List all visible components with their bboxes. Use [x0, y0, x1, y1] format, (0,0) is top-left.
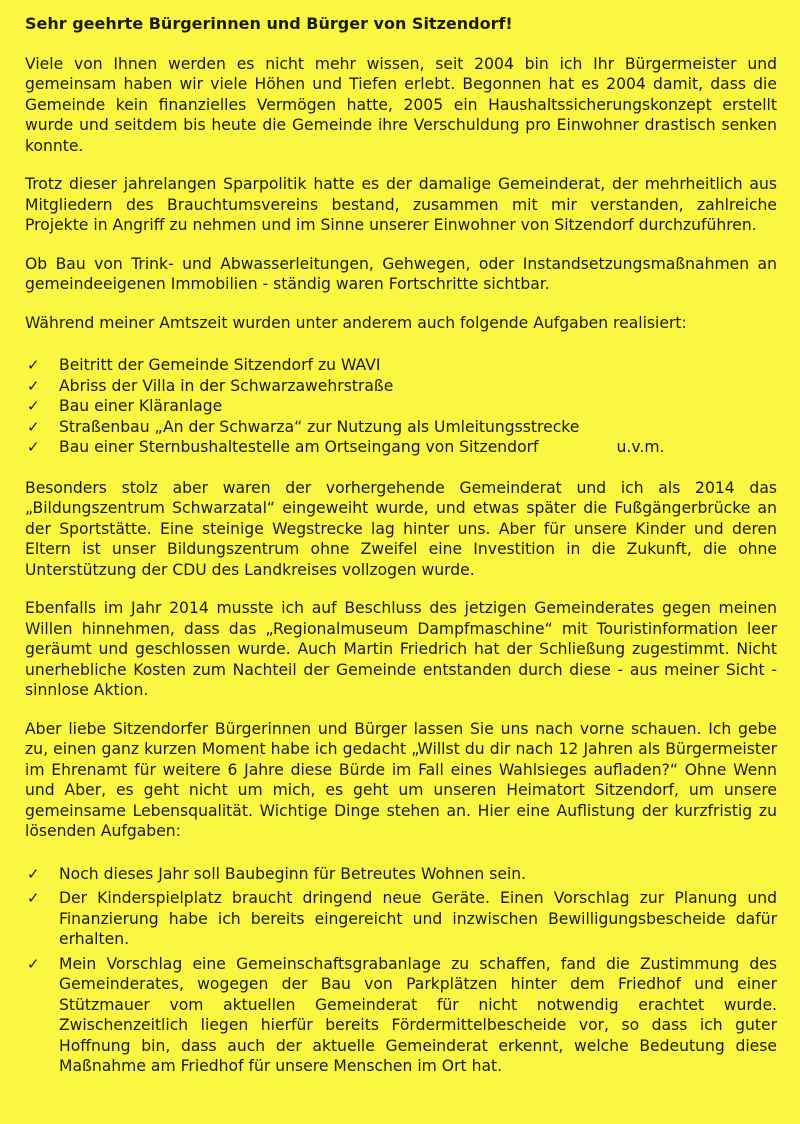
- paragraph-savings-policy: Trotz dieser jahrelangen Sparpolitik hatte es der damalige Gemeinderat, der mehrheitlich aus Mitgliedern des Brauchtumsvereins bestand, zusammen mit mir verstanden, zahlreiche Projekte in Angriff zu nehmen und im Sinne unserer Einwohner von Sitzendorf durchzuführen.: [25, 175, 777, 234]
- tasks-list: [25, 864, 777, 1077]
- list-item: ✓ Straßenbau „An der Schwarza“ zur Nutzung als Umleitungsstrecke: [27, 417, 580, 436]
- etc-abbreviation: u.v.m.: [616, 438, 665, 456]
- checkmark-icon: ✓: [27, 864, 40, 883]
- paragraph-museum-closure: Ebenfalls im Jahr 2014 musste ich auf Beschluss des jetzigen Gemeinderates gegen meinen Willen hinnehmen, dass das „Regionalmuseum Dampfmaschine“ mit Touristinformation leer geräumt und geschlossen wurde. Auch Martin Friedrich hat der Schließung zugestimmt. Nicht unerhebliche Kosten zum Nachteil der Gemeinde entstanden durch diese - aus meiner Sicht - sinnlose Aktion.: [25, 599, 777, 699]
- paragraph-history: Viele von Ihnen werden es nicht mehr wissen, seit 2004 bin ich Ihr Bürgermeister und gemeinsam haben wir viele Höhen und Tiefen erlebt. Begonnen hat es 2004 damit, dass die Gemeinde kein finanzielles Vermögen hatte, 2005 ein Haushaltssicherungskonzept erstellt wurde und seitdem bis heute die Gemeinde ihre Verschuldung pro Einwohner drastisch senken konnte.: [25, 54, 777, 155]
- list-item: ✓ Bau einer Sternbushaltestelle am Ortseingang von Sitzendorf u.v.m.: [27, 438, 665, 456]
- checkmark-icon: ✓: [27, 438, 40, 456]
- list-item: ✓ Der Kinderspielplatz braucht dringend neue Geräte. Einen Vorschlag zur Planung und Finanzierung habe ich bereits eingereicht und inzwischen Bewilligungsbescheide dafür erhalten.: [27, 889, 777, 948]
- letter-salutation: Sehr geehrte Bürgerinnen und Bürger von Sitzendorf!: [25, 14, 513, 33]
- list-item: ✓ Beitritt der Gemeinde Sitzendorf zu WAVI: [27, 356, 381, 374]
- checkmark-icon: ✓: [27, 889, 40, 907]
- checkmark-icon: ✓: [27, 356, 40, 374]
- checkmark-icon: ✓: [27, 376, 40, 395]
- checkmark-icon: ✓: [27, 417, 40, 436]
- list-item: ✓ Bau einer Kläranlage: [27, 397, 223, 415]
- paragraph-infrastructure: Ob Bau von Trink- und Abwasserleitungen, Gehwegen, oder Instandsetzungsmaßnahmen an gemeindeeigenen Immobilien - ständig waren Fortschritte sichtbar.: [25, 254, 777, 293]
- list-item: ✓ Mein Vorschlag eine Gemeinschaftsgrabanlage zu schaffen, fand die Zustimmung des Gemeinderates, wogegen der Bau von Parkplätzen hinter dem Friedhof und einer Stützmauer vom aktuellen Gemeinderat für nicht notwendig erachtet wurde. Zwischenzeitlich liegen hierfür bereits Fördermittelbescheide vor, so dass ich guter Hoffnung bin, dass auch der aktuelle Gemeinderat erkennt, welche Bedeutung diese Maßnahme am Friedhof für unsere Menschen im Ort hat.: [27, 954, 777, 1075]
- checkmark-icon: ✓: [27, 954, 40, 973]
- paragraph-achievements-intro: Während meiner Amtszeit wurden unter anderem auch folgende Aufgaben realisiert:: [25, 313, 687, 332]
- letter-page: [25, 14, 777, 1097]
- list-item: ✓ Abriss der Villa in der Schwarzawehrstraße: [27, 376, 394, 395]
- checkmark-icon: ✓: [27, 397, 40, 415]
- paragraph-education-center: Besonders stolz aber waren der vorhergehende Gemeinderat und ich als 2014 das „Bildungszentrum Schwarzatal“ eingeweiht wurde, und etwas später die Fußgängerbrücke an der Sportstätte. Eine steinige Wegstrecke lag hinter uns. Aber für unsere Kinder und deren Eltern ist unser Bildungszentrum ohne Zweifel eine Investition in die Zukunft, die ohne Unterstützung der CDU des Landkreises vollzogen wurde.: [25, 478, 777, 579]
- list-item: ✓ Noch dieses Jahr soll Baubeginn für Betreutes Wohnen sein.: [27, 864, 527, 883]
- paragraph-looking-forward: Aber liebe Sitzendorfer Bürgerinnen und Bürger lassen Sie uns nach vorne schauen. Ich gebe zu, einen ganz kurzen Moment habe ich gedacht „Willst du dir nach 12 Jahren als Bürgermeister im Ehrenamt für weitere 6 Jahre diese Bürde im Fall eines Wahlsieges aufladen?“ Ohne Wenn und Aber, es geht nicht um mich, es geht um unseren Heimatort Sitzendorf, um unsere gemeinsame Lebensqualität. Wichtige Dinge stehen an. Hier eine Auflistung der kurzfristig zu lösenden Aufgaben:: [25, 719, 777, 840]
- achievements-list: [25, 355, 777, 458]
